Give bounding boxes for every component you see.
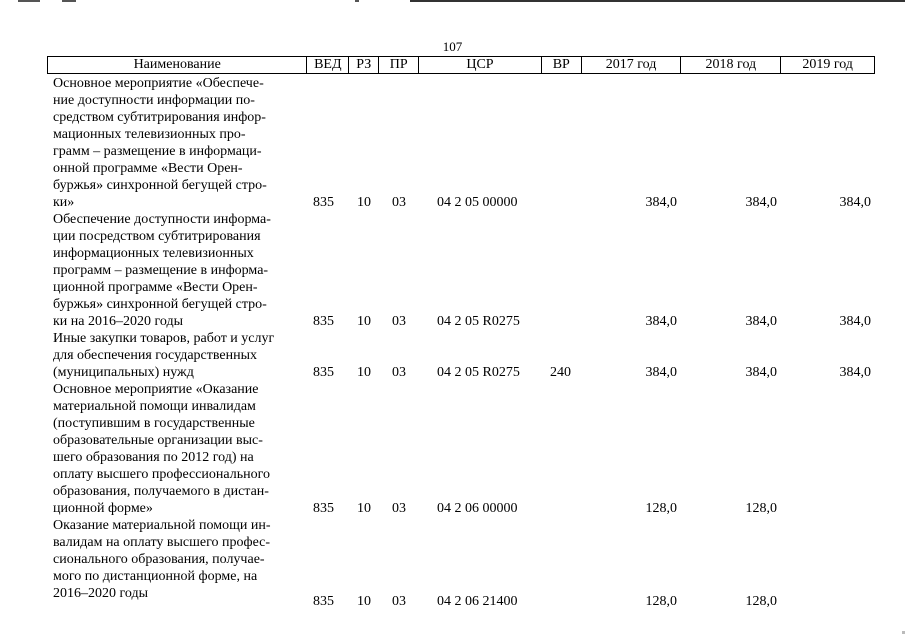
header-2019: 2019 год xyxy=(802,57,853,72)
table-row xyxy=(53,330,875,381)
header-vr: ВР xyxy=(542,57,582,73)
row-2019: 384,0 xyxy=(839,195,871,210)
row-2019: 384,0 xyxy=(839,365,871,380)
row-name: Основное мероприятие «Оказание материальной помощи инвалидам (поступившим в государственные образовательные организации выс- шего образования по 2012 год) на оплату высшего профессионального образования, получаемого в дистан- ционной форме» xyxy=(53,382,271,516)
table-header xyxy=(47,56,875,74)
row-rz: 10 xyxy=(357,314,371,329)
row-rz: 10 xyxy=(357,365,371,380)
row-2018: 128,0 xyxy=(745,501,777,516)
row-csr: 04 2 05 R0275 xyxy=(437,365,520,380)
row-2017: 128,0 xyxy=(645,594,677,609)
row-csr: 04 2 06 00000 xyxy=(437,501,518,516)
row-name: Иные закупки товаров, работ и услуг для обеспечения государственных (муниципальных) нужд xyxy=(53,331,275,380)
row-2018: 384,0 xyxy=(745,195,777,210)
row-name: Обеспечение доступности информа- ции посредством субтитрирования информационных телевизионных программ – размещение в информа- ционной программе «Вести Орен- буржья» синхронной бегущей стро- ки на 2016–2020 годы xyxy=(53,212,271,329)
row-ved: 835 xyxy=(313,594,334,609)
row-2017: 128,0 xyxy=(645,501,677,516)
scan-top-marks xyxy=(0,0,905,6)
row-2019: 384,0 xyxy=(839,314,871,329)
row-csr: 04 2 06 21400 xyxy=(437,594,518,609)
row-pr: 03 xyxy=(392,501,406,516)
row-pr: 03 xyxy=(392,195,406,210)
row-ved: 835 xyxy=(313,501,334,516)
header-rz: РЗ xyxy=(349,57,379,73)
row-ved: 835 xyxy=(313,195,334,210)
row-2018: 384,0 xyxy=(745,314,777,329)
header-ved: ВЕД xyxy=(307,57,349,73)
row-name: Оказание материальной помощи ин- валидам на оплату высшего профес- сионального образования, получае- мого по дистанционной форме, на 2016–2020 годы xyxy=(53,518,271,601)
row-2017: 384,0 xyxy=(645,365,677,380)
row-rz: 10 xyxy=(357,195,371,210)
header-pr: ПР xyxy=(379,57,419,73)
row-pr: 03 xyxy=(392,314,406,329)
row-ved: 835 xyxy=(313,314,334,329)
row-2017: 384,0 xyxy=(645,314,677,329)
header-csr: ЦСР xyxy=(419,57,542,73)
row-csr: 04 2 05 R0275 xyxy=(437,314,520,329)
row-csr: 04 2 05 00000 xyxy=(437,195,518,210)
row-pr: 03 xyxy=(392,594,406,609)
header-2017: 2017 год xyxy=(582,57,682,73)
header-name: Наименование xyxy=(48,57,307,73)
row-name: Основное мероприятие «Обеспече- ние доступности информации по- средством субтитрирования инфор- мационных телевизионных про- грамм – размещение в информаци- онной программе «Вести Орен- буржья» синхронной бегущей стро- ки» xyxy=(53,76,267,210)
table-row xyxy=(53,75,875,211)
table-row xyxy=(53,211,875,330)
row-pr: 03 xyxy=(392,365,406,380)
row-vr: 240 xyxy=(550,365,571,380)
table-row xyxy=(53,381,875,517)
header-2018: 2018 год xyxy=(681,57,781,73)
row-rz: 10 xyxy=(357,594,371,609)
table-row xyxy=(53,517,875,610)
row-2017: 384,0 xyxy=(645,195,677,210)
row-2018: 384,0 xyxy=(745,365,777,380)
row-2018: 128,0 xyxy=(745,594,777,609)
page-number: 107 xyxy=(442,39,463,54)
row-rz: 10 xyxy=(357,501,371,516)
row-ved: 835 xyxy=(313,365,334,380)
